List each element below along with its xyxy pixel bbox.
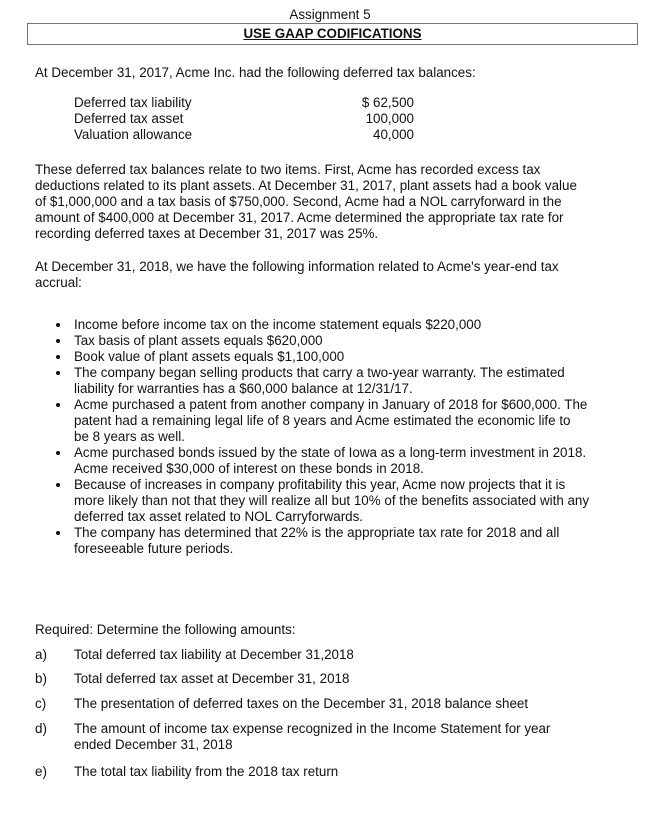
bullet-line: Because of increases in company profitability this year, Acme now projects that it is xyxy=(74,477,566,492)
bullet-text xyxy=(74,333,323,349)
required-heading: Required: Determine the following amounts: xyxy=(35,622,296,637)
bullet-line: liability for warranties has a $60,000 balance at 12/31/17. xyxy=(74,381,413,396)
bullet-line: Tax basis of plant assets equals $620,000 xyxy=(74,333,323,348)
requirement-label: e) xyxy=(35,764,47,779)
heading-box xyxy=(27,23,638,45)
balance-value: $ 62,500 xyxy=(361,95,414,110)
paragraph-line: of $1,000,000 and a tax basis of $750,000. Second, Acme had a NOL carryforward in the xyxy=(35,194,562,209)
balances-table xyxy=(74,95,414,143)
paragraph-line: accrual: xyxy=(35,275,82,290)
bullet-line: more likely than not that they will realize all but 10% of the benefits associated with any xyxy=(74,493,590,508)
requirement-label: c) xyxy=(35,696,47,711)
paragraph-line: At December 31, 2018, we have the following information related to Acme's year-end tax xyxy=(35,259,559,274)
requirement-line: The total tax liability from the 2018 tax return xyxy=(74,764,339,779)
bullet-line: Book value of plant assets equals $1,100,000 xyxy=(74,349,345,364)
balance-row xyxy=(74,111,414,127)
requirement-label: d) xyxy=(35,721,47,736)
requirement-line: Total deferred tax liability at December 31,2018 xyxy=(74,647,354,662)
bullet-text xyxy=(74,445,586,477)
bullet-text xyxy=(74,397,587,445)
assignment-title: Assignment 5 xyxy=(289,7,371,22)
balance-row xyxy=(74,127,414,143)
bullet-line: Acme purchased bonds issued by the state of Iowa as a long-term investment in 2018. xyxy=(74,445,587,460)
requirement-text xyxy=(74,647,354,663)
balance-value: 40,000 xyxy=(373,127,414,142)
paragraph-2017 xyxy=(35,162,577,242)
paragraph-2018 xyxy=(35,259,559,291)
bullet-text xyxy=(74,317,481,333)
intro-text: At December 31, 2017, Acme Inc. had the following deferred tax balances: xyxy=(35,65,476,80)
paragraph-line: deductions related to its plant assets. At December 31, 2017, plant assets had a book value xyxy=(35,178,577,193)
balance-value: 100,000 xyxy=(365,111,414,126)
bullet-line: The company began selling products that carry a two-year warranty. The estimated xyxy=(74,365,565,380)
bullet-line: The company has determined that 22% is the appropriate tax rate for 2018 and all xyxy=(74,525,560,540)
requirement-text xyxy=(74,671,349,687)
requirement-text xyxy=(74,764,338,780)
requirement-line: Total deferred tax asset at December 31, 2018 xyxy=(74,671,350,686)
requirement-label: a) xyxy=(35,647,47,662)
bullet-line: Acme received $30,000 of interest on these bonds in 2018. xyxy=(74,461,424,476)
bullet-line: Acme purchased a patent from another company in January of 2018 for $600,000. The xyxy=(74,397,588,412)
paragraph-line: These deferred tax balances relate to two items. First, Acme has recorded excess tax xyxy=(35,162,541,177)
bullet-text xyxy=(74,525,559,557)
bullet-line: be 8 years as well. xyxy=(74,429,185,444)
bullet-line: patent had a remaining legal life of 8 years and Acme estimated the economic life to xyxy=(74,413,571,428)
bullet-text xyxy=(74,349,344,365)
bullet-text xyxy=(74,365,565,397)
bullet-line: deferred tax asset related to NOL Carryforwards. xyxy=(74,509,364,524)
heading: USE GAAP CODIFICATIONS xyxy=(243,26,422,41)
paragraph-line: recording deferred taxes at December 31, 2017 was 25%. xyxy=(35,226,379,241)
bullet-line: foreseeable future periods. xyxy=(74,541,234,556)
balance-label: Valuation allowance xyxy=(74,127,193,142)
balance-label: Deferred tax liability xyxy=(74,95,192,110)
requirement-line: ended December 31, 2018 xyxy=(74,737,233,752)
requirement-text xyxy=(74,721,550,753)
balance-row xyxy=(74,95,414,111)
balance-label: Deferred tax asset xyxy=(74,111,184,126)
bullet-text xyxy=(74,477,589,525)
bullet-line: Income before income tax on the income statement equals $220,000 xyxy=(74,317,482,332)
paragraph-line: amount of $400,000 at December 31, 2017. Acme determined the appropriate tax rate for xyxy=(35,210,564,225)
requirement-label: b) xyxy=(35,671,47,686)
requirement-text xyxy=(74,696,528,712)
requirement-line: The amount of income tax expense recognized in the Income Statement for year xyxy=(74,721,551,736)
requirement-line: The presentation of deferred taxes on the December 31, 2018 balance sheet xyxy=(74,696,529,711)
